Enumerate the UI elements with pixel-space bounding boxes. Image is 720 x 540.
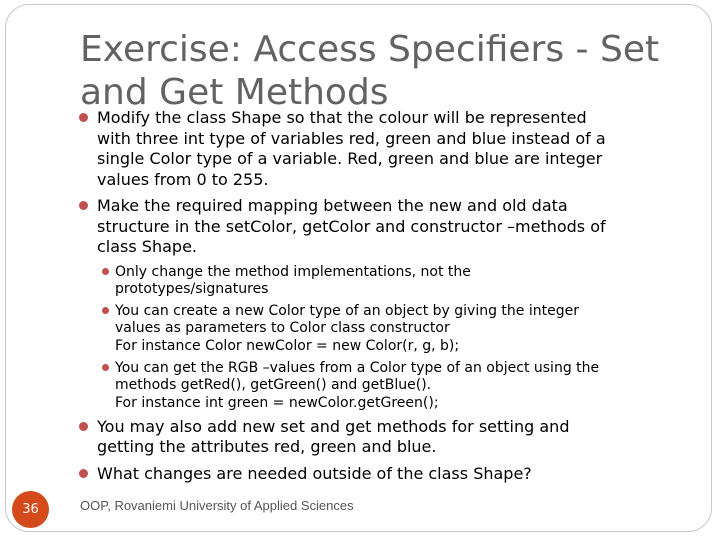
bullet-item [78, 417, 688, 458]
bullet-text-line: with three int type of variables red, green and blue instead of a [97, 128, 606, 148]
title-line: and Get Methods [80, 72, 389, 113]
title-line: Exercise: Access Specifiers - Set [80, 29, 660, 70]
bullet-text-line: single Color type of a variable. Red, green and blue are integer [97, 149, 603, 168]
bullet-item [78, 196, 688, 258]
sub-bullet-item [78, 264, 688, 299]
bullet-text-line: values from 0 to 255. [97, 169, 269, 189]
bullet-icon [79, 201, 88, 210]
bullet-text-line: You can get the RGB –values from a Color type of an object using the [115, 359, 600, 376]
slide-body [78, 108, 688, 490]
bullet-text-line: methods getRed(), getGreen() and getBlue(). [115, 377, 432, 394]
bullet-item [78, 108, 688, 190]
bullet-text-line: structure in the setColor, getColor and constructor –methods of [97, 216, 606, 236]
bullet-text-line: Make the required mapping between the new and old data [97, 196, 568, 215]
bullet-text-line: For instance Color newColor = new Color(r, g, b); [115, 337, 460, 354]
sub-bullet-item [78, 303, 688, 355]
bullet-icon [79, 469, 88, 478]
bullet-text-line: getting the attributes red, green and blue. [97, 437, 437, 457]
bullet-icon [102, 364, 109, 371]
slide-title [80, 28, 690, 114]
bullet-item [78, 464, 688, 485]
bullet-icon [102, 307, 109, 314]
bullet-text-line: class Shape. [97, 237, 197, 256]
bullet-text-line: You can create a new Color type of an object by giving the integer [115, 303, 579, 320]
bullet-text-line: What changes are needed outside of the class Shape? [97, 463, 532, 483]
bullet-text-line: prototypes/signatures [115, 280, 269, 297]
bullet-icon [79, 422, 88, 431]
bullet-icon [102, 268, 109, 275]
slide-number-badge: 36 [12, 491, 49, 528]
slide-footer: OOP, Rovaniemi University of Applied Sciences [80, 498, 354, 513]
bullet-icon [79, 113, 88, 122]
bullet-text-line: Modify the class Shape so that the colour will be represented [97, 108, 587, 127]
sub-bullet-item [78, 360, 688, 412]
bullet-text-line: You may also add new set and get methods for setting and [97, 416, 570, 436]
bullet-text-line: For instance int green = newColor.getGreen(); [115, 394, 439, 411]
bullet-text-line: values as parameters to Color class constructor [115, 320, 450, 337]
bullet-text-line: Only change the method implementations, not the [115, 263, 471, 280]
